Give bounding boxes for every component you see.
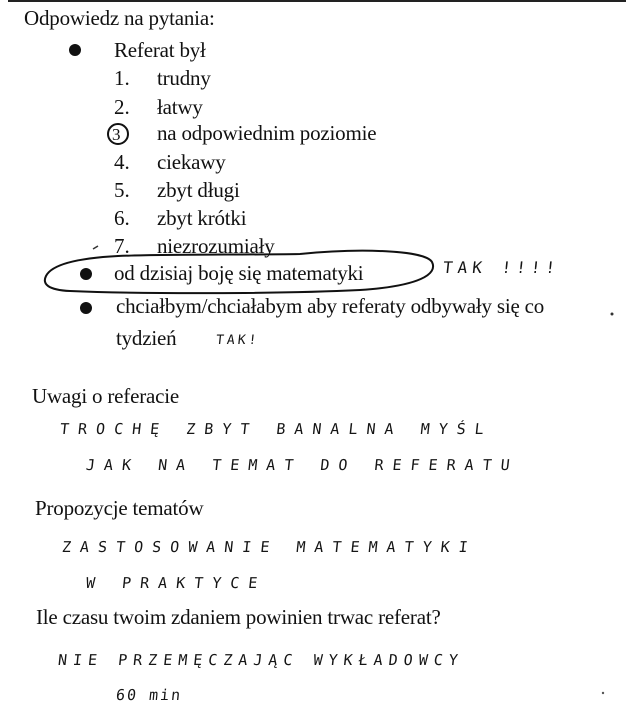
topics-handwritten-line2: W PRAKTYCE xyxy=(85,574,268,592)
option-1: trudny xyxy=(157,66,211,90)
scan-speck xyxy=(611,313,614,316)
duration-handwritten-line1: NIE PRZEMĘCZAJĄC WYKŁADOWCY xyxy=(57,651,465,669)
option-4: ciekawy xyxy=(157,150,226,174)
duration-handwritten-line2: 60 min xyxy=(115,686,184,704)
option-6: zbyt krótki xyxy=(157,206,247,230)
tick-mark xyxy=(93,246,98,249)
option-number-2: 2. xyxy=(114,95,130,119)
remarks-handwritten-line1: TROCHĘ ZBYT BANALNA MYŚL xyxy=(59,420,494,438)
q3-label-line2: tydzień xyxy=(116,326,177,350)
scan-speck xyxy=(602,692,604,694)
option-number-7: 7. xyxy=(114,234,130,258)
q2-handwritten-answer: TAK !!!! xyxy=(442,258,562,277)
option-number-3: 3 xyxy=(112,125,121,144)
bullet-2 xyxy=(80,268,92,280)
option-number-1: 1. xyxy=(114,66,130,90)
page-top-border xyxy=(8,0,626,2)
remarks-handwritten-line2: JAK NA TEMAT DO REFERATU xyxy=(85,456,520,474)
q3-handwritten-answer: TAK! xyxy=(215,333,261,348)
option-7: niezrozumiały xyxy=(157,234,275,258)
option-3: na odpowiednim poziomie xyxy=(157,121,377,145)
topics-handwritten-line1: ZASTOSOWANIE MATEMATYKI xyxy=(61,538,478,556)
option-number-5: 5. xyxy=(114,178,130,202)
topics-label: Propozycje tematów xyxy=(35,496,204,520)
option-2: łatwy xyxy=(157,95,203,119)
duration-label: Ile czasu twoim zdaniem powinien trwac referat? xyxy=(36,605,441,629)
q2-label: od dzisiaj boję się matematyki xyxy=(114,261,364,285)
q3-label-line1: chciałbym/chciałabym aby referaty odbywały się co xyxy=(116,294,545,318)
page-heading: Odpowiedz na pytania: xyxy=(24,6,215,30)
remarks-label: Uwagi o referacie xyxy=(32,384,180,408)
bullet-3 xyxy=(80,302,92,314)
option-number-6: 6. xyxy=(114,206,130,230)
bullet-1 xyxy=(69,44,81,56)
q1-label: Referat był xyxy=(114,38,206,62)
option-5: zbyt długi xyxy=(157,178,240,202)
option-number-4: 4. xyxy=(114,150,130,174)
